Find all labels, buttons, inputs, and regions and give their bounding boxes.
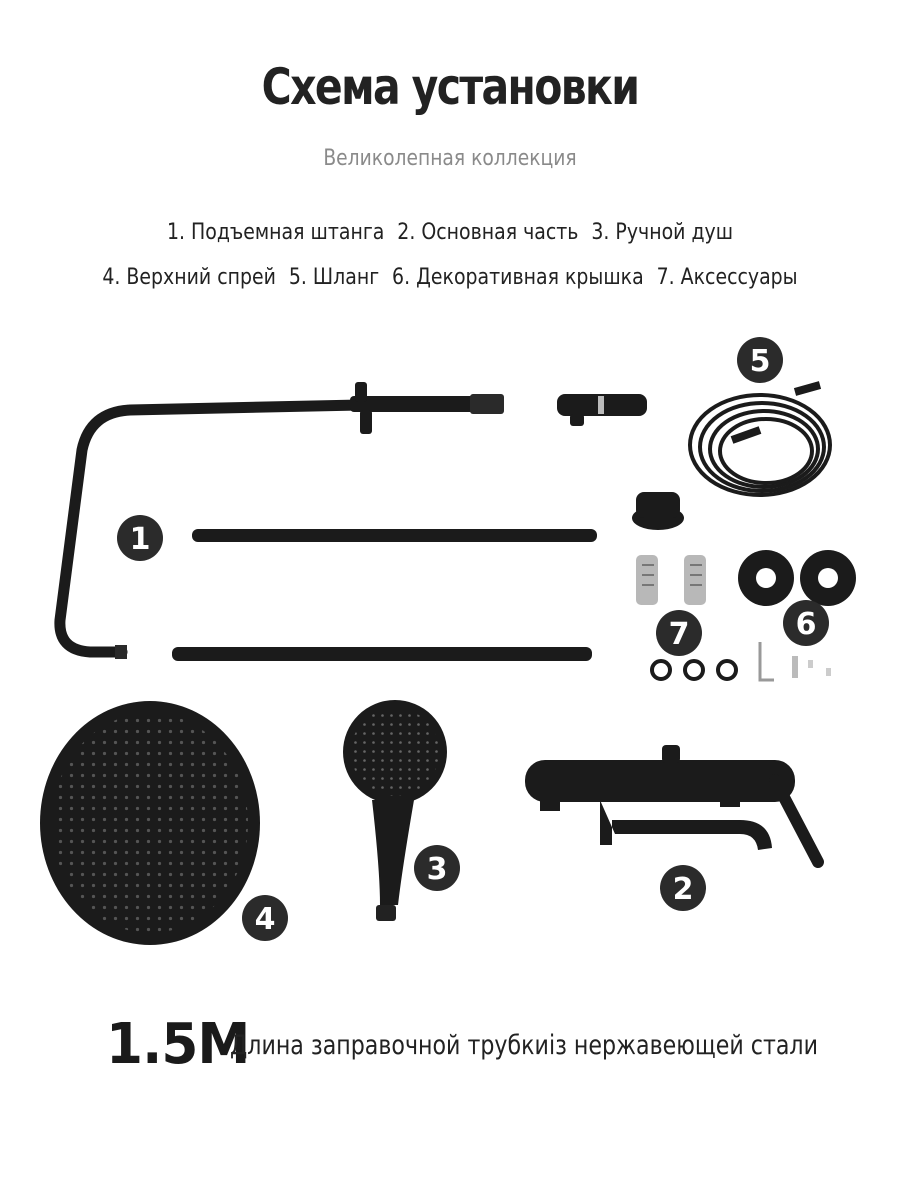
top-spray-part bbox=[40, 701, 260, 945]
legend-item-accessories: 7. Аксессуары bbox=[656, 265, 798, 290]
badge-1 bbox=[117, 515, 163, 561]
decorative-cover-part bbox=[738, 550, 856, 606]
svg-text:3: 3 bbox=[426, 852, 448, 887]
svg-text:7: 7 bbox=[668, 617, 690, 652]
badge-3 bbox=[414, 845, 460, 891]
svg-text:4: 4 bbox=[254, 902, 276, 937]
legend-item-hose: 5. Шланг bbox=[288, 265, 380, 290]
hose-length-caption bbox=[0, 1012, 900, 1082]
badge-5 bbox=[737, 337, 783, 383]
badge-2 bbox=[660, 865, 706, 911]
wall-flange-part bbox=[632, 492, 684, 530]
legend-item-lift-rod: 1. Подъемная штанга bbox=[166, 220, 385, 245]
legend-line-2 bbox=[63, 265, 837, 290]
shower-holder-part bbox=[557, 394, 647, 426]
legend-item-decorative-cover: 6. Декоративная крышка bbox=[392, 265, 644, 290]
svg-text:2: 2 bbox=[672, 872, 694, 907]
main-body-part bbox=[525, 745, 818, 862]
page-subtitle: Великолепная коллекция bbox=[323, 146, 577, 171]
hose-length-description: Длина заправочной трубкиiз нержавеющей стали bbox=[230, 1030, 818, 1061]
parts-illustration bbox=[0, 320, 900, 1000]
legend-item-main-body: 2. Основная часть bbox=[397, 220, 579, 245]
hose-length-value: 1.5M bbox=[106, 1012, 250, 1077]
legend-item-hand-shower: 3. Ручной душ bbox=[591, 220, 734, 245]
page-title: Схема установки bbox=[261, 58, 639, 116]
svg-text:1: 1 bbox=[129, 522, 151, 557]
badge-6 bbox=[783, 600, 829, 646]
badge-4 bbox=[242, 895, 288, 941]
legend-item-top-spray: 4. Верхний спрей bbox=[102, 265, 276, 290]
svg-text:6: 6 bbox=[795, 607, 817, 642]
badge-7 bbox=[656, 610, 702, 656]
hose-part bbox=[690, 385, 830, 495]
svg-text:5: 5 bbox=[749, 344, 771, 379]
legend-line-1 bbox=[63, 220, 837, 245]
